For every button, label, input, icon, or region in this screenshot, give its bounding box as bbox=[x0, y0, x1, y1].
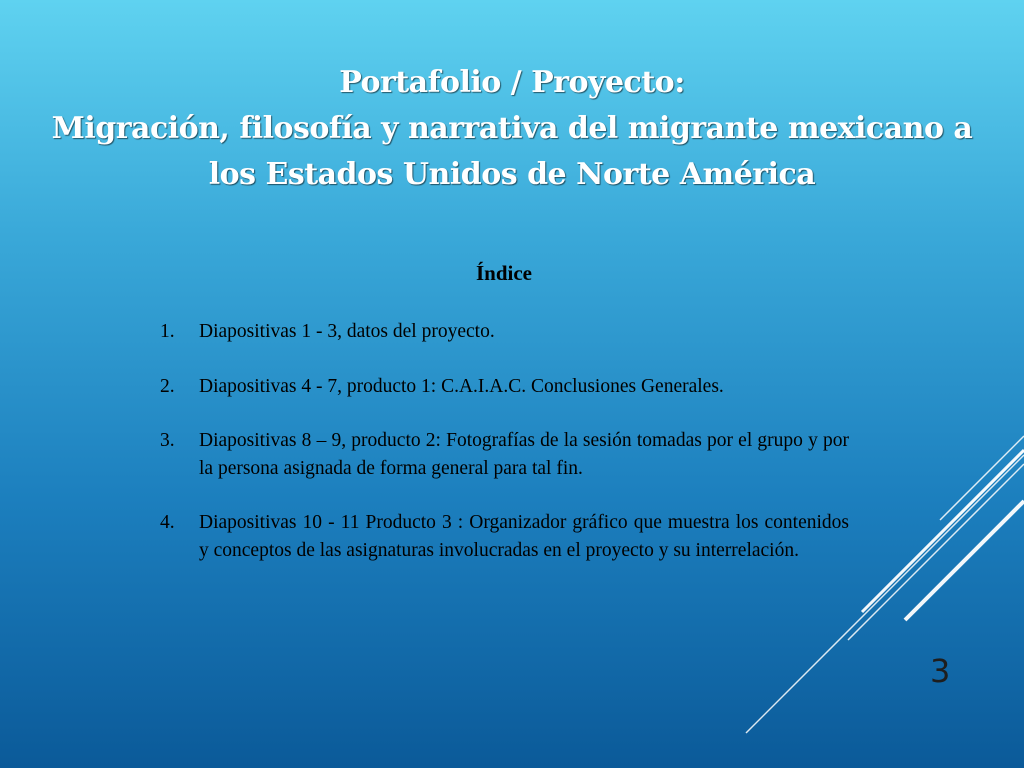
decor-line bbox=[746, 455, 1024, 733]
slide-number: 3 bbox=[930, 652, 951, 690]
list-item-number: 4. bbox=[160, 512, 175, 533]
title-line-2: Migración, filosofía y narrativa del migrante mexicano a los Estados Unidos de Norte América bbox=[51, 111, 973, 192]
list-item-number: 2. bbox=[160, 375, 175, 397]
list-item-number: 3. bbox=[160, 430, 175, 451]
decor-line bbox=[940, 436, 1024, 520]
decor-line bbox=[862, 450, 1024, 612]
list-item-text: Diapositivas 8 – 9, producto 2: Fotografías de la sesión tomadas por el grupo y por la persona asignada de forma general para tal fin. bbox=[199, 430, 849, 479]
list-item-number: 1. bbox=[160, 321, 175, 342]
title-line-1: Portafolio / Proyecto: bbox=[339, 65, 685, 100]
decor-line bbox=[848, 464, 1024, 640]
list-item-text: Diapositivas 10 - 11 Producto 3 : Organizador gráfico que muestra los contenidos y conceptos de las asignaturas involucradas en el proyecto y su interrelación. bbox=[199, 512, 849, 561]
decor-line bbox=[905, 501, 1024, 620]
list-item-text: Diapositivas 4 - 7, producto 1: C.A.I.A.C. Conclusiones Generales. bbox=[199, 375, 724, 397]
index-heading: Índice bbox=[475, 261, 532, 285]
list-item-text: Diapositivas 1 - 3, datos del proyecto. bbox=[199, 321, 495, 342]
